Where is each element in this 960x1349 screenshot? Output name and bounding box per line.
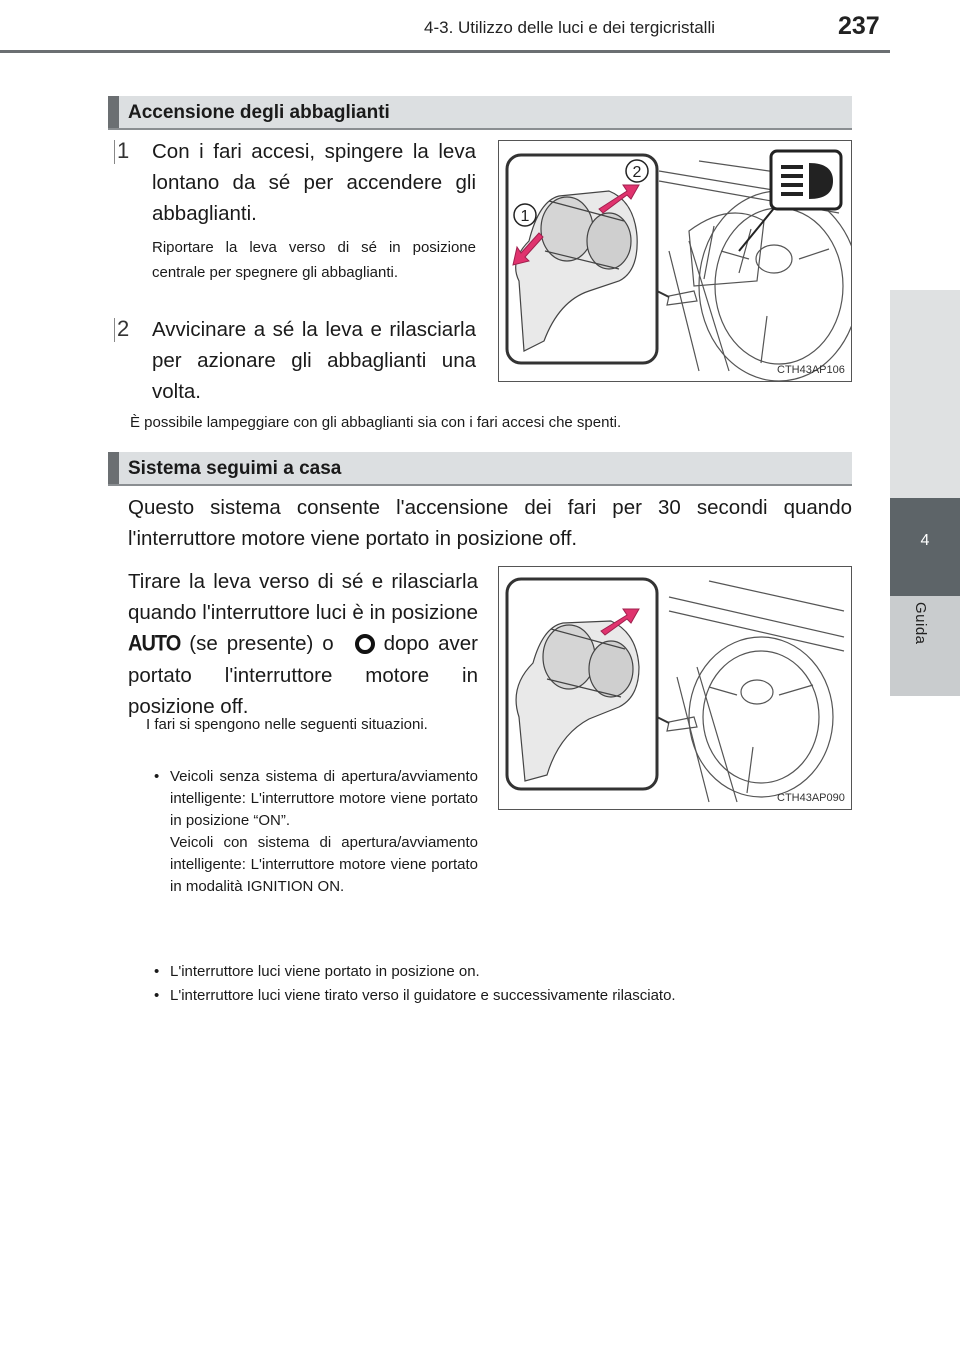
chapter-label: Guida xyxy=(912,602,929,645)
step2-text: Avvicinare a sé la leva e rilasciarla per azionare gli abbaglianti una volta. xyxy=(152,318,476,403)
illustration-code: CTH43AP090 xyxy=(777,792,845,804)
illustration-code: CTH43AP106 xyxy=(777,364,845,376)
illustration-follow-me-home xyxy=(498,566,852,810)
step1-note: Riportare la leva verso di sé in posizione centrale per spegnere gli abbaglianti. xyxy=(152,239,476,281)
step-number-box: 2 xyxy=(114,318,135,342)
illustration-high-beam-lever xyxy=(498,140,852,382)
list-item: • Veicoli senza sistema di apertura/avviamento intelligente: L'interruttore motore viene portato in posizione “ON”. Veicoli con sistema di apertura/avviamento intelligente: L'interruttore motore viene portato in modalità IGNITION ON. xyxy=(154,766,478,898)
section-title: Sistema seguimi a casa xyxy=(128,458,342,479)
step-number-box: 1 xyxy=(114,140,135,164)
list-item: • L'interruttore luci viene portato in posizione on. xyxy=(154,960,854,984)
lever-drawing xyxy=(499,567,851,809)
callout-1: 1 xyxy=(520,208,530,225)
callout-2: 2 xyxy=(632,164,642,181)
high-beam-icon xyxy=(739,151,841,251)
side-tab-track xyxy=(890,290,960,498)
list-item: • L'interruttore luci viene tirato verso il guidatore e successivamente rilasciato. xyxy=(154,984,854,1008)
conditions-list xyxy=(154,766,478,898)
header-rule xyxy=(0,50,890,53)
chapter-number: 4 xyxy=(920,532,930,549)
conditions-list-2 xyxy=(154,960,854,1008)
running-header: 4-3. Utilizzo delle luci e dei tergicristalli xyxy=(424,18,716,37)
lever-drawing xyxy=(499,141,851,381)
follow-me-intro: Questo sistema consente l'accensione dei fari per 30 secondi quando l'interruttore motore viene portato in posizione off. xyxy=(128,496,852,550)
auto-symbol: AUTO xyxy=(128,631,181,657)
section-header-high-beam xyxy=(108,96,852,130)
flash-note: È possibile lampeggiare con gli abbaglianti sia con i fari accesi che spenti. xyxy=(130,414,622,431)
page-number: 237 xyxy=(838,12,880,40)
note-intro: I fari si spengono nelle seguenti situazioni. xyxy=(146,716,428,733)
light-off-icon xyxy=(355,634,375,654)
section-header-follow-me-home xyxy=(108,452,852,486)
follow-me-instruction: Tirare la leva verso di sé e rilasciarla quando l'interruttore luci è in posizione AUTO (se presente) o dopo aver portato l'interruttore motore in posizione off. xyxy=(128,570,478,718)
section-title: Accensione degli abbaglianti xyxy=(128,102,390,123)
step1-text: Con i fari accesi, spingere la leva lontano da sé per accendere gli abbaglianti. xyxy=(152,140,476,225)
